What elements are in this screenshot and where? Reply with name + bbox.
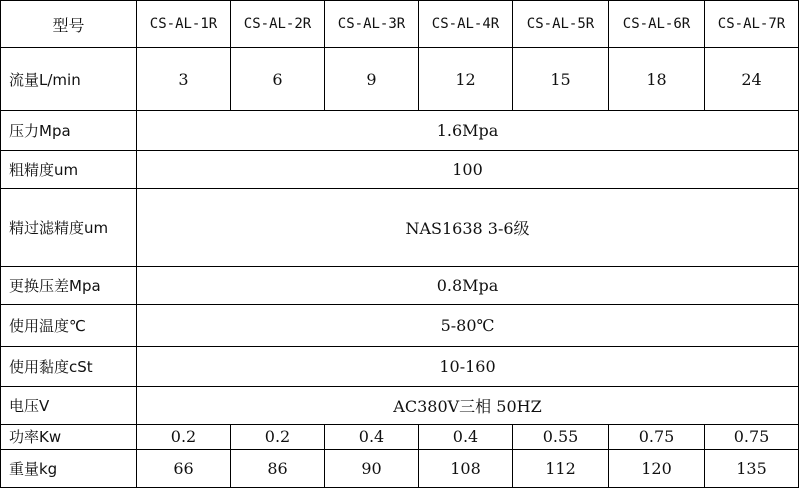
model-label: 型号 (1, 1, 137, 48)
weight-cell: 120 (609, 450, 705, 488)
power-row (1, 424, 799, 449)
fine-precision-label: 精过滤精度um (1, 189, 137, 267)
weight-row (1, 450, 799, 488)
weight-cell: 108 (419, 450, 513, 488)
coarse-precision-row (1, 151, 799, 189)
model-cell: CS-AL-2R (231, 1, 325, 48)
viscosity-label: 使用黏度cSt (1, 347, 137, 387)
model-cell: CS-AL-3R (325, 1, 419, 48)
model-cell: CS-AL-5R (513, 1, 609, 48)
fine-precision-row (1, 189, 799, 267)
replace-diff-row (1, 267, 799, 305)
flow-cell: 3 (137, 48, 231, 111)
pressure-value: 1.6Mpa (137, 111, 799, 151)
temperature-label: 使用温度℃ (1, 304, 137, 346)
power-cell: 0.4 (419, 424, 513, 449)
pressure-row (1, 111, 799, 151)
viscosity-row (1, 347, 799, 387)
weight-cell: 135 (705, 450, 799, 488)
power-cell: 0.75 (609, 424, 705, 449)
model-cell: CS-AL-6R (609, 1, 705, 48)
weight-label: 重量kg (1, 450, 137, 488)
power-cell: 0.55 (513, 424, 609, 449)
flow-cell: 9 (325, 48, 419, 111)
flow-cell: 6 (231, 48, 325, 111)
model-cell: CS-AL-1R (137, 1, 231, 48)
replace-diff-label: 更换压差Mpa (1, 267, 137, 305)
model-row (1, 1, 799, 48)
pressure-label: 压力Mpa (1, 111, 137, 151)
coarse-precision-label: 粗精度um (1, 151, 137, 189)
flow-cell: 12 (419, 48, 513, 111)
flow-label: 流量L/min (1, 48, 137, 111)
flow-cell: 15 (513, 48, 609, 111)
weight-cell: 112 (513, 450, 609, 488)
voltage-label: 电压V (1, 386, 137, 424)
temperature-value: 5-80℃ (137, 304, 799, 346)
flow-cell: 18 (609, 48, 705, 111)
model-cell: CS-AL-7R (705, 1, 799, 48)
voltage-value: AC380V三相 50HZ (137, 386, 799, 424)
power-cell: 0.2 (231, 424, 325, 449)
power-cell: 0.4 (325, 424, 419, 449)
model-cell: CS-AL-4R (419, 1, 513, 48)
weight-cell: 86 (231, 450, 325, 488)
weight-cell: 66 (137, 450, 231, 488)
viscosity-value: 10-160 (137, 347, 799, 387)
fine-precision-value: NAS1638 3-6级 (137, 189, 799, 267)
flow-row (1, 48, 799, 111)
power-label: 功率Kw (1, 424, 137, 449)
coarse-precision-value: 100 (137, 151, 799, 189)
temperature-row (1, 304, 799, 346)
weight-cell: 90 (325, 450, 419, 488)
power-cell: 0.75 (705, 424, 799, 449)
power-cell: 0.2 (137, 424, 231, 449)
flow-cell: 24 (705, 48, 799, 111)
voltage-row (1, 386, 799, 424)
replace-diff-value: 0.8Mpa (137, 267, 799, 305)
